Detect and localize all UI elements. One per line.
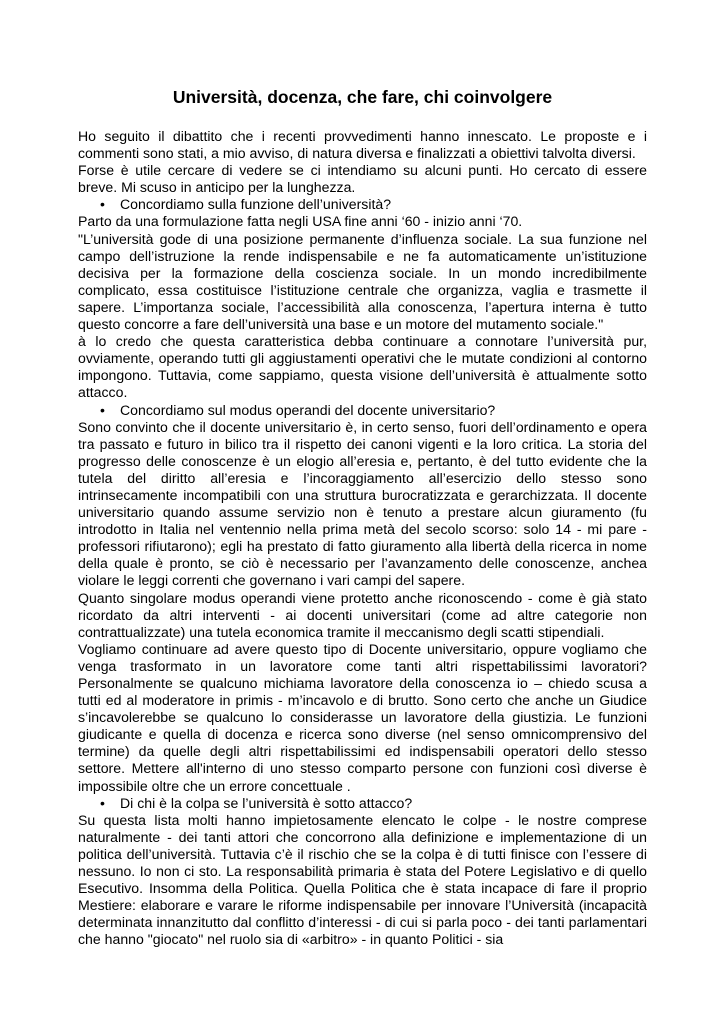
bullet-text: Concordiamo sul modus operandi del docente universitario? xyxy=(120,401,496,418)
document-body xyxy=(78,128,647,949)
paragraph: Quanto singolare modus operandi viene protetto anche riconoscendo - come è già stato ricordato da altri interventi - ai docenti universitari (come ad altre categorie non contrattualizzate) una tutela economica tramite il meccanismo degli scatti stipendiali. xyxy=(78,589,647,640)
bullet-text: Di chi è la colpa se l’università è sotto attacco? xyxy=(120,794,413,811)
paragraph: Ho seguito il dibattito che i recenti provvedimenti hanno innescato. Le proposte e i commenti sono stati, a mio avviso, di natura diversa e finalizzati a obiettivi talvolta diversi. xyxy=(78,128,647,162)
document-title: Università, docenza, che fare, chi coinvolgere xyxy=(172,87,553,107)
paragraph: "L’università gode di una posizione permanente d’influenza sociale. La sua funzione nel campo dell’istruzione la rende indispensabile e ne fa automaticamente un’istituzione decisiva per la formazione della coscienza sociale. In un mondo incredibilmente complicato, essa costituisce l’istituzione centrale che organizza, vaglia e trasmette il sapere. L’importanza sociale, l’accessibilità alla conoscenza, l’apertura interna è tutto questo concorre a fare dell’università una base e un motore del mutamento sociale." xyxy=(78,230,647,333)
document-page xyxy=(78,86,647,949)
paragraph: Su questa lista molti hanno impietosamente elencato le colpe - le nostre comprese naturalmente - dei tanti attori che concorrono alla definizione e implementazione di un politica dell’università. Tuttavia c’è il rischio che se la colpa è di tutti finisce con l’essere di nessuno. Io non ci sto. La responsabilità primaria è stata del Potere Legislativo e di quello Esecutivo. Insomma della Politica. Quella Politica che è stata incapace di fare il proprio Mestiere: elaborare e varare le riforme indispensabile per innovare l’Università (incapacità determinata innanzitutto dal conflitto d’interessi - di cui si parla poco - dei tanti parlamentari che hanno "giocato" nel ruolo sia di «arbitro» - in quanto Politici - sia xyxy=(78,811,647,948)
bullet-icon: • xyxy=(100,401,105,418)
paragraph: Vogliamo continuare ad avere questo tipo di Docente universitario, oppure vogliamo che venga trasformato in un lavoratore come tanti altri rispettabilissimi lavoratori? Personalmente se qualcuno michiama lavoratore della conoscenza io – chiedo scusa a tutti ed al moderatore in primis - m’incavolo e di brutto. Sono certo che anche un Giudice s’incavolerebbe se qualcuno lo considerasse un lavoratore della giustizia. Le funzioni giudicante e quella di docenza e ricerca sono diverse (nel senso omnicomprensivo del termine) da quelle degli altri rispettabilissimi ed indispensabili operatori dello stesso settore. Mettere all'interno di uno stesso comparto persone con funzioni così diverse è impossibile oltre che un errore concettuale . xyxy=(78,640,647,794)
paragraph: Forse è utile cercare di vedere se ci intendiamo su alcuni punti. Ho cercato di essere breve. Mi scuso in anticipo per la lunghezza. xyxy=(78,162,647,196)
bullet-item xyxy=(78,196,647,213)
paragraph: Parto da una formulazione fatta negli USA fine anni ‘60 - inizio anni ‘70. xyxy=(78,213,523,230)
bullet-item xyxy=(78,795,647,812)
bullet-text: Concordiamo sulla funzione dell’università? xyxy=(120,196,392,213)
bullet-item xyxy=(78,402,647,419)
bullet-icon: • xyxy=(100,196,105,213)
paragraph: Sono convinto che il docente universitario è, in certo senso, fuori dell’ordinamento e opera tra passato e futuro in bilico tra il rispetto dei canoni vigenti e la loro critica. La storia del progresso delle conoscenze è un elogio all’eresia e, pertanto, è del tutto evidente che la tutela del diritto all’eresia e l’incoraggiamento all’esercizio dello stesso sono intrinsecamente incompatibili con una struttura burocratizzata e gerarchizzata. Il docente universitario quando assume servizio non è tenuto a prestare alcun giuramento (fu introdotto in Italia nel ventennio nella prima metà del secolo scorso: solo 14 - mi pare - professori rifiutarono); egli ha prestato di fatto giuramento alla libertà della ricerca in nome della quale è pronto, se ciò è necessario per l’avanzamento delle conoscenze, anchea violare le leggi correnti che governano i vari campi del sapere. xyxy=(78,418,647,589)
bullet-icon: • xyxy=(100,794,105,811)
paragraph: à lo credo che questa caratteristica debba continuare a connotare l’università pur, ovviamente, operando tutti gli aggiustamenti operativi che le mutate condizioni al contorno impongono. Tuttavia, come sappiamo, questa visione dell’università è attualmente sotto attacco. xyxy=(78,333,647,401)
